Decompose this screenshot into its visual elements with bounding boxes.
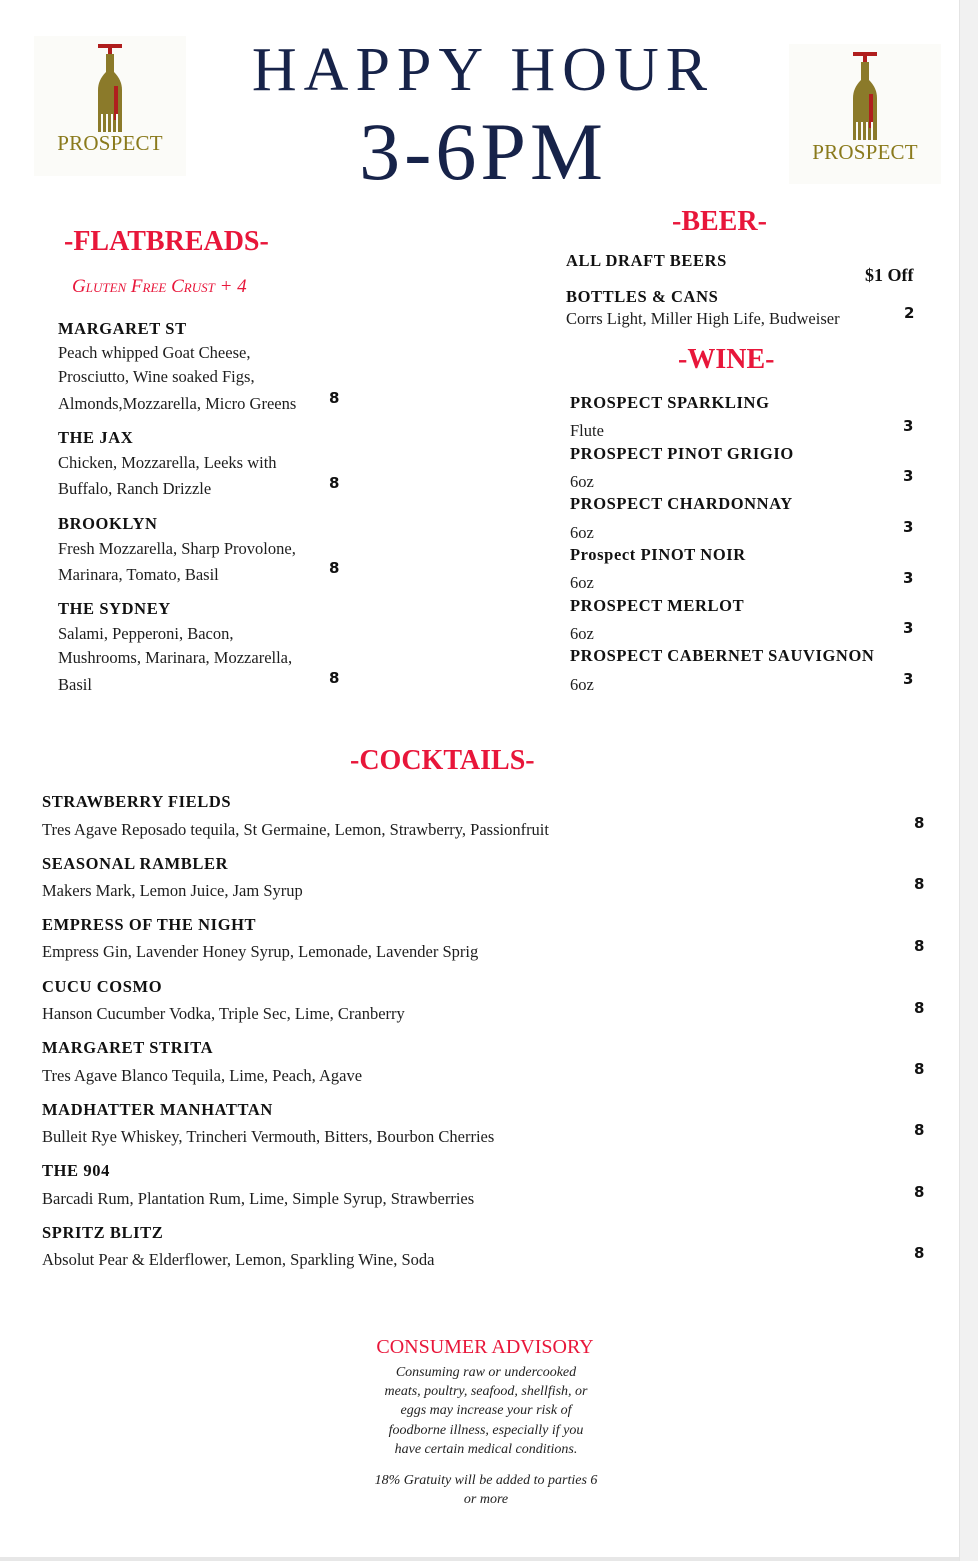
menu-item-name: MARGARET ST xyxy=(58,319,187,338)
menu-item-desc: Corrs Light, Miller High Life, Budweiser xyxy=(566,309,840,328)
menu-item-desc: Prosciutto, Wine soaked Figs, xyxy=(58,367,255,386)
advisory-line: have certain medical conditions. xyxy=(394,1441,578,1457)
menu-item-desc: Chicken, Mozzarella, Leeks with xyxy=(58,453,277,472)
menu-item-name: STRAWBERRY FIELDS xyxy=(42,792,232,811)
consumer-advisory-heading: CONSUMER ADVISORY xyxy=(376,1336,594,1358)
menu-item-name: BROOKLYN xyxy=(58,514,158,533)
menu-item-price: 8 xyxy=(329,559,340,577)
menu-item-name: PROSPECT CABERNET SAUVIGNON xyxy=(570,646,875,665)
page-title: HAPPY HOUR xyxy=(251,36,715,104)
menu-item-desc: Empress Gin, Lavender Honey Syrup, Lemonade, Lavender Sprig xyxy=(42,942,479,961)
menu-item-desc: Bulleit Rye Whiskey, Trincheri Vermouth, Bitters, Bourbon Cherries xyxy=(42,1127,495,1146)
logo-text: PROSPECT xyxy=(57,131,163,155)
menu-item-price: 8 xyxy=(329,389,340,407)
wine-heading: -WINE- xyxy=(678,344,775,375)
menu-item-desc: Buffalo, Ranch Drizzle xyxy=(58,479,212,498)
wine-bottle-icon xyxy=(845,50,885,142)
vertical-scrollbar[interactable] xyxy=(959,0,978,1561)
menu-item-price: 3 xyxy=(903,619,914,637)
menu-item-price: 8 xyxy=(329,474,340,492)
menu-item-desc: 6oz xyxy=(570,573,594,592)
menu-item-desc: Marinara, Tomato, Basil xyxy=(58,565,219,584)
advisory-line: meats, poultry, seafood, shellfish, or xyxy=(384,1384,588,1400)
menu-item-desc: 6oz xyxy=(570,523,594,542)
menu-item-price: 8 xyxy=(914,937,925,955)
advisory-line: Consuming raw or undercooked xyxy=(395,1365,577,1380)
menu-item-name: SPRITZ BLITZ xyxy=(42,1223,164,1242)
menu-item-price: $1 Off xyxy=(865,265,914,285)
menu-item-name: PROSPECT SPARKLING xyxy=(570,393,770,412)
wine-bottle-icon xyxy=(90,42,130,134)
menu-item-name: PROSPECT MERLOT xyxy=(570,596,745,615)
menu-item-desc: Salami, Pepperoni, Bacon, xyxy=(58,624,234,643)
menu-item-desc: Mushrooms, Marinara, Mozzarella, xyxy=(58,648,293,667)
menu-item-desc: Tres Agave Reposado tequila, St Germaine, Lemon, Strawberry, Passionfruit xyxy=(42,820,549,839)
menu-item-desc: Fresh Mozzarella, Sharp Provolone, xyxy=(58,539,296,558)
menu-item-price: 3 xyxy=(903,417,914,435)
cocktails-heading: -COCKTAILS- xyxy=(350,745,535,776)
menu-item-desc: 6oz xyxy=(570,624,594,643)
menu-item-name: EMPRESS OF THE NIGHT xyxy=(42,915,257,934)
menu-item-desc: Flute xyxy=(570,421,604,440)
menu-item-name: MADHATTER MANHATTAN xyxy=(42,1100,273,1119)
menu-item-price: 8 xyxy=(329,669,340,687)
menu-item-desc: Almonds,Mozzarella, Micro Greens xyxy=(58,394,297,413)
menu-item-price: 2 xyxy=(904,304,915,322)
menu-item-name: Prospect PINOT NOIR xyxy=(570,545,746,564)
menu-item-price: 8 xyxy=(914,1183,925,1201)
menu-item-desc: Basil xyxy=(58,675,92,694)
menu-item-desc: Barcadi Rum, Plantation Rum, Lime, Simple Syrup, Strawberries xyxy=(42,1189,475,1208)
consumer-advisory-text xyxy=(356,1363,616,1459)
menu-item-price: 3 xyxy=(903,670,914,688)
menu-item-name: THE 904 xyxy=(42,1161,110,1180)
menu-item-name: PROSPECT PINOT GRIGIO xyxy=(570,444,794,463)
gratuity-note xyxy=(356,1471,616,1509)
menu-item-price: 8 xyxy=(914,1121,925,1139)
menu-item-desc: Tres Agave Blanco Tequila, Lime, Peach, Agave xyxy=(42,1066,363,1085)
menu-item-name: BOTTLES & CANS xyxy=(566,287,719,306)
menu-item-desc: Hanson Cucumber Vodka, Triple Sec, Lime, Cranberry xyxy=(42,1004,405,1023)
menu-item-price: 8 xyxy=(914,814,925,832)
menu-item-name: ALL DRAFT BEERS xyxy=(566,251,727,270)
menu-item-name: CUCU COSMO xyxy=(42,977,163,996)
page-bottom-edge xyxy=(0,1557,960,1561)
menu-item-price: 3 xyxy=(903,467,914,485)
flatbreads-heading: -FLATBREADS- xyxy=(64,226,269,257)
menu-item-price: 3 xyxy=(903,518,914,536)
menu-item-price: 8 xyxy=(914,1060,925,1078)
menu-item-desc: Makers Mark, Lemon Juice, Jam Syrup xyxy=(42,881,303,900)
menu-item-name: MARGARET STRITA xyxy=(42,1038,214,1057)
menu-item-name: SEASONAL RAMBLER xyxy=(42,854,229,873)
beer-heading: -BEER- xyxy=(672,206,767,237)
logo-right xyxy=(789,44,941,184)
menu-item-name: PROSPECT CHARDONNAY xyxy=(570,494,793,513)
advisory-line: foodborne illness, especially if you xyxy=(388,1422,584,1438)
gratuity-line: 18% Gratuity will be added to parties 6 xyxy=(374,1473,598,1488)
menu-item-price: 8 xyxy=(914,1244,925,1262)
gluten-free-note: Gluten Free Crust + 4 xyxy=(72,276,247,297)
menu-item-price: 3 xyxy=(903,569,914,587)
menu-item-desc: 6oz xyxy=(570,675,594,694)
gratuity-line: or more xyxy=(463,1492,509,1507)
hours-title: 3-6PM xyxy=(359,106,607,197)
menu-item-desc: 6oz xyxy=(570,472,594,491)
logo-text: PROSPECT xyxy=(812,140,918,164)
menu-item-name: THE SYDNEY xyxy=(58,599,171,618)
menu-item-price: 8 xyxy=(914,999,925,1017)
logo-left xyxy=(34,36,186,176)
menu-item-price: 8 xyxy=(914,875,925,893)
menu-item-desc: Peach whipped Goat Cheese, xyxy=(58,343,251,362)
advisory-line: eggs may increase your risk of xyxy=(400,1403,572,1419)
menu-item-name: THE JAX xyxy=(58,428,134,447)
menu-item-desc: Absolut Pear & Elderflower, Lemon, Sparkling Wine, Soda xyxy=(42,1250,435,1269)
